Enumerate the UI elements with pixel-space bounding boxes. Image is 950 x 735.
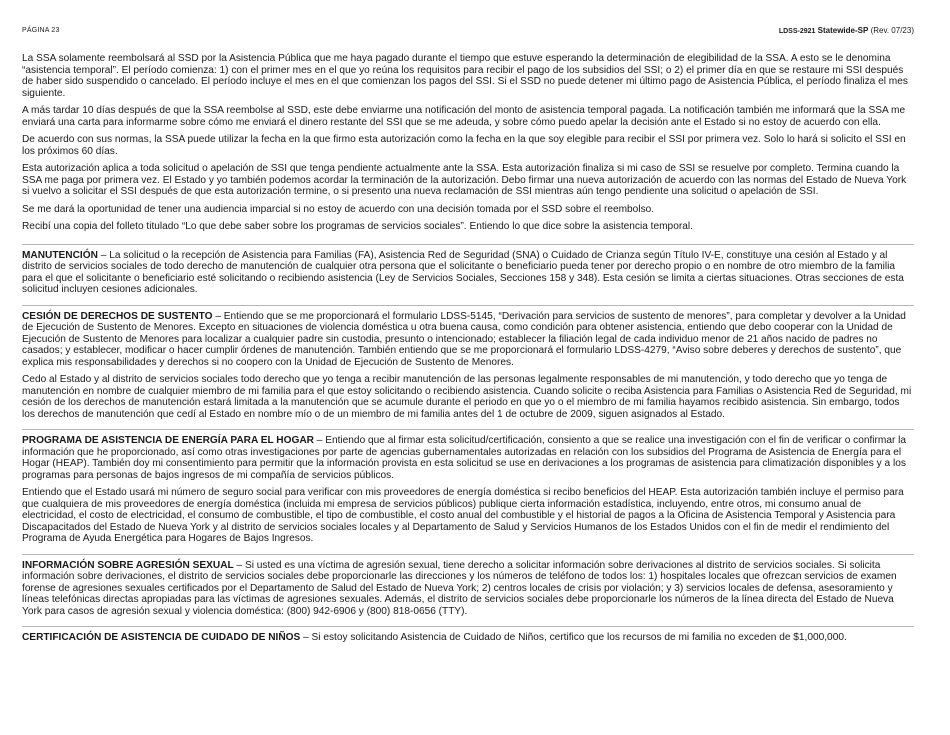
- document-body: [22, 53, 914, 650]
- section-divider: [22, 429, 914, 430]
- intro-paragraph-1: La SSA solamente reembolsará al SSD por la Asistencia Pública que me haya pagado durante el tiempo que estuve esperando la determinación de elegibilidad de la SSA. A esto se le denomina “asistencia temporal”. El período comienza: 1) con el primer mes en el que yo reúna los requisitos para recibir el pago de los subsidios del SSI; o 2) el primer día en que se restaure mi SSI después de haber sido suspendido o cancelado. El período incluye el mes en el que comienzan los pagos del SSI. Si el SSD no puede detener mi último pago de Asistencia Pública, el período finaliza el mes siguiente.: [22, 53, 908, 99]
- section-title-manutencion: MANUTENCIÓN: [22, 249, 98, 261]
- section-text-manutencion: – La solicitud o la recepción de Asistencia para Familias (FA), Asistencia Red de Seguridad (SNA) o Cuidado de Crianza según Título IV-E, constituye una cesión al Estado y al distrito de servicios sociales de todo derecho de manutención de cualquier otra persona que el solicitante o beneficiario pueda tener por derecho propio o en nombre de otro miembro de la familia para el que el solicitante o beneficiario esté solicitando o recibiendo asistencia (Ley de Servicios Sociales, Secciones 158 y 348). Esta cesión se limita a ciertas situaciones. Otras secciones de esta solicitud incluyen cesiones adicionales.: [22, 249, 904, 295]
- intro-paragraph-5: Se me dará la oportunidad de tener una audiencia imparcial si no estoy de acuerdo con una decisión tomada por el SSD sobre el reembolso.: [22, 203, 655, 215]
- section-text-cesion: – Entiendo que se me proporcionará el formulario LDSS-5145, “Derivación para servicios de sustento de menores”, para completar y devolver a la Unidad de Ejecución de Sustento de Menores. Excepto en situaciones de violencia doméstica u otra buena causa, como condición para obtener asistencia, entiendo que debo cooperar con la Unidad de Ejecución de Sustento de Menores para localizar a cualquier padre sin custodia, presunto o intencionado; establecer la filiación legal de cada individuo menor de 21 años nacido de padres no casados; y establecer, modificar o hacer cumplir órdenes de manutención. También entiendo que se me proporcionará el formulario LDSS-4279, “Aviso sobre deberes y derechos de sustento”, que explica mis responsabilidades y derechos si no coopero con la Unidad de Ejecución de Sustento de Menores.: [22, 310, 906, 368]
- form-identifier: [779, 24, 914, 39]
- section-divider: [22, 305, 914, 306]
- section-title-cesion: CESIÓN DE DERECHOS DE SUSTENTO: [22, 310, 213, 322]
- section-heap: [22, 435, 914, 481]
- document-page: [22, 0, 914, 735]
- section-cesion-paragraph-2: Cedo al Estado y al distrito de servicios sociales todo derecho que yo tenga a recibir manutención de las personas legalmente responsables de mi manutención, y todo derecho que yo tenga de manutención en nombre de cualquier miembro de mi familia para el que estoy solicitando o recibiendo asistencia. Cuando solicite o reciba Asistencia para Familias o Asistencia Red de Seguridad, mi cesión de los derechos de manutención estará limitada a la manutención que se acumule durante el periodo en que yo o el miembro de mi familia hayamos recibido asistencia. Sin embargo, todos los derechos de manutención que cedí al Estado en nombre mío o de un miembro de mi familia antes del 1 de octubre de 2009, siguen asignados al Estado.: [22, 374, 912, 420]
- form-code: LDSS-2921: [778, 28, 816, 35]
- section-text-cuidado: – Si estoy solicitando Asistencia de Cuidado de Niños, certifico que los recursos de mi familia no exceden de $1,000,000.: [300, 632, 847, 643]
- section-title-heap: PROGRAMA DE ASISTENCIA DE ENERGÍA PARA EL HOGAR: [22, 435, 314, 446]
- section-title-agresion: INFORMACIÓN SOBRE AGRESIÓN SEXUAL: [22, 559, 234, 571]
- section-text-heap: – Entiendo que al firmar esta solicitud/certificación, consiento a que se realice una investigación con el fin de verificar o confirmar la información que he proporcionado, así como otras investigaciones por parte de agencias gubernamentales autorizadas en relación con los subsidios del Programa de Asistencia de Energía para el Hogar (HEAP). También doy mi consentimiento para permitir que la información provista en esta solicitud se use en derivaciones a los programas de asistencia para climatización disponibles y a los programas para personas de bajos ingresos de mi compañía de servicios públicos.: [22, 435, 907, 481]
- page-number: PÁGINA 23: [22, 27, 60, 34]
- section-divider: [22, 626, 914, 627]
- section-text-agresion: – Si usted es una víctima de agresión sexual, tiene derecho a solicitar información sobre derivaciones al distrito de servicios sociales. Si solicita información sobre derivaciones, el distrito de servicios sociales debe proporcionarle las direcciones y los números de teléfono de todos los: 1) hospitales locales que ofrezcan servicios de examen forense de agresiones sexuales certificados por el Departamento de Salud del Estado de Nueva York; 2) centros locales de crisis por violación; y 3) servicios locales de defensa, asesoramiento y líneas telefónicas directas apropiadas para las víctimas de agresiones sexuales. Además, el distrito de servicios sociales debe proporcionarle los números de la línea directa del Estado de Nueva York para casos de agresión sexual y violencia doméstica: (800) 942-6906 y (800) 818-0656 (TTY).: [22, 559, 897, 617]
- section-title-cuidado: CERTIFICACIÓN DE ASISTENCIA DE CUIDADO DE NIÑOS: [22, 632, 301, 643]
- section-divider: [22, 244, 914, 245]
- section-cesion: [22, 311, 914, 369]
- page-header: [22, 24, 914, 38]
- section-cuidado: [22, 632, 914, 644]
- intro-paragraph-2: A más tardar 10 días después de que la SSA reembolse al SSD, este debe enviarme una notificación del monto de asistencia temporal pagada. La notificación también me informará que la SSA me enviará una carta para informarme sobre cómo me enviará el dinero restante del SSI que se me adeuda, y sobre cómo puedo apelar la decisión ante el Estado si no estoy de acuerdo con ella.: [22, 105, 906, 128]
- section-heap-paragraph-2: Entiendo que el Estado usará mi número de seguro social para verificar con mis proveedores de energía doméstica si recibo beneficios del HEAP. Esta autorización también incluye el permiso para que cualquiera de mis proveedores de energía doméstica (incluida mi empresa de servicios públicos) publique cierta información estadística, incluyendo, entre otros, mi consumo anual de electricidad, el costo de electricidad, el consumo de combustible, el tipo de combustible, el costo anual del combustible y el historial de pagos a la Oficina de Asistencia Temporal y Asistencia para Discapacitados del Estado de Nueva York y al distrito de servicios sociales locales y al Departamento de Salud y Servicios Humanos de los Estados Unidos con el fin de medir el rendimiento del Programa de Ayuda Energética para Hogares de Bajos Ingresos.: [22, 487, 904, 544]
- form-scope: Statewide-SP: [817, 26, 869, 35]
- section-manutencion: [22, 250, 914, 296]
- form-revision: (Rev. 07/23): [870, 26, 914, 35]
- intro-paragraph-3: De acuerdo con sus normas, la SSA puede utilizar la fecha en la que firmo esta autorización como la fecha en la que soy elegible para recibir el SSI por primera vez. Solo lo hará si solicito el SSI en los próximos 60 días.: [22, 134, 906, 157]
- intro-paragraph-6: Recibí una copia del folleto titulado “Lo que debe saber sobre los programas de servicios sociales”. Entiendo lo que dice sobre la asistencia temporal.: [22, 221, 693, 232]
- section-divider: [22, 554, 914, 555]
- section-agresion: [22, 560, 914, 618]
- intro-paragraph-4: Esta autorización aplica a toda solicitud o apelación de SSI que tenga pendiente actualmente ante la SSA. Esta autorización finaliza si mi caso de SSI se resuelve por completo. Termina cuando la SSA me paga por primera vez. El Estado y yo también podemos acordar la terminación de la autorización. Debo firmar una nueva autorización de acuerdo con las normas del Estado de Nueva York si vuelvo a solicitar el SSI después de que esta autorización termine, o si presento una nueva reclamación de SSI mientras aún tengo pendiente una solicitud o apelación de SSI.: [22, 163, 907, 197]
